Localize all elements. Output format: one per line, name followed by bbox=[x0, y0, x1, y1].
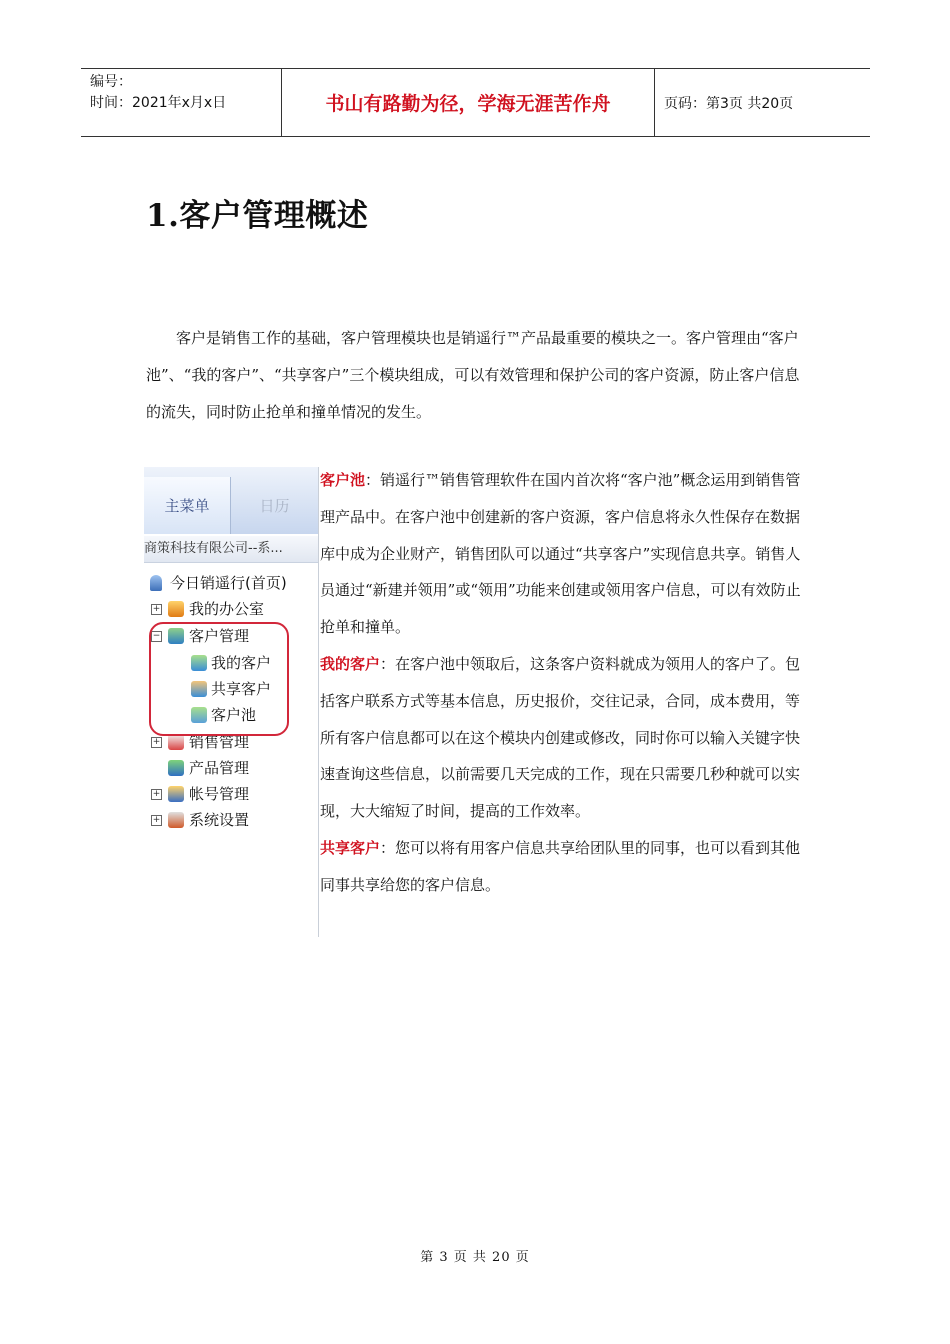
product-icon bbox=[168, 760, 184, 776]
house-icon bbox=[168, 601, 184, 617]
tree-item-label: 客户管理 bbox=[189, 627, 250, 645]
account-icon bbox=[168, 786, 184, 802]
shared-heading: 共享客户 bbox=[320, 838, 381, 857]
intro-paragraph: 客户是销售工作的基础，客户管理模块也是销遥行™产品最重要的模块之一。客户管理由“客户池”、“我的客户”、“共享客户”三个模块组成，可以有效管理和保护公司的客户资源，防止客户信息的流失，同时防止抢单和撞单情况的发生。 bbox=[146, 329, 800, 421]
header-meta bbox=[81, 69, 281, 139]
tree-item-label: 客户池 bbox=[211, 706, 257, 724]
expand-icon[interactable]: + bbox=[152, 789, 161, 799]
tree-item-label: 产品管理 bbox=[189, 759, 250, 777]
my-customers-text: ：在客户池中领取后，这条客户资料就成为领用人的客户了。包括客户联系方式等基本信息，历史报价，交往记录，合同，成本费用，等所有客户信息都可以在这个模块内创建或修改，同时你可以输入关键字快速查询这些信息，以前需要几天完成的工作，现在只需要几秒种就可以实现，大大缩短了时间，提高的工作效率。 bbox=[320, 654, 801, 821]
header-page-number: 页码：第3页 共20页 bbox=[664, 95, 794, 112]
tree-item-home[interactable] bbox=[144, 571, 318, 595]
pool-heading: 客户池 bbox=[320, 471, 366, 489]
shared-text: ：您可以将有用客户信息共享给团队里的同事，也可以看到其他同事共享给您的客户信息。 bbox=[320, 838, 801, 894]
tree-item-accounts[interactable] bbox=[144, 782, 318, 806]
chart-icon bbox=[168, 734, 184, 750]
tree-item-office[interactable] bbox=[144, 597, 318, 621]
page-footer: 第 3 页 共 20 页 bbox=[420, 1250, 530, 1265]
module-descriptions bbox=[320, 462, 812, 904]
tree-item-products[interactable] bbox=[144, 756, 318, 780]
tree-item-label: 帐号管理 bbox=[189, 785, 250, 803]
date-label: 时间：2021年x月x日 bbox=[90, 95, 227, 111]
tab-main-menu[interactable]: 主菜单 bbox=[144, 477, 231, 534]
expand-icon[interactable]: + bbox=[152, 815, 161, 825]
expand-icon[interactable]: + bbox=[152, 737, 161, 747]
section-title: 1.客户管理概述 bbox=[146, 198, 369, 234]
monitor-icon bbox=[150, 575, 162, 591]
menu-screenshot bbox=[144, 467, 319, 937]
menu-tabs bbox=[144, 467, 318, 534]
tree-item-label: 今日销遥行(首页) bbox=[170, 574, 287, 592]
header-motto: 书山有路勤为径，学海无涯苦作舟 bbox=[281, 69, 655, 136]
page-header bbox=[81, 68, 870, 137]
tree-item-label: 共享客户 bbox=[211, 680, 272, 698]
highlight-circle bbox=[149, 622, 289, 736]
tree-item-label: 我的客户 bbox=[211, 654, 272, 672]
tree-item-label: 系统设置 bbox=[189, 811, 250, 829]
expand-icon[interactable]: + bbox=[152, 604, 161, 614]
number-label: 编号： bbox=[90, 74, 132, 90]
tree-item-settings[interactable] bbox=[144, 808, 318, 832]
tree-item-label: 销售管理 bbox=[189, 733, 250, 751]
pool-text: ：销遥行™销售管理软件在国内首次将“客户池”概念运用到销售管理产品中。在客户池中创建新的客户资源，客户信息将永久性保存在数据库中成为企业财产，销售团队可以通过“共享客户”实现信息共享。销售人员通过“新建并领用”或“领用”功能来创建或领用客户信息，可以有效防止抢单和撞单。 bbox=[320, 471, 801, 637]
collapse-icon[interactable]: − bbox=[152, 631, 161, 641]
tab-calendar[interactable]: 日历 bbox=[259, 497, 290, 515]
tree-item-label: 我的办公室 bbox=[189, 600, 265, 618]
tools-icon bbox=[168, 812, 184, 828]
my-customers-heading: 我的客户 bbox=[320, 654, 381, 673]
company-name: 商策科技有限公司--系... bbox=[144, 536, 318, 563]
